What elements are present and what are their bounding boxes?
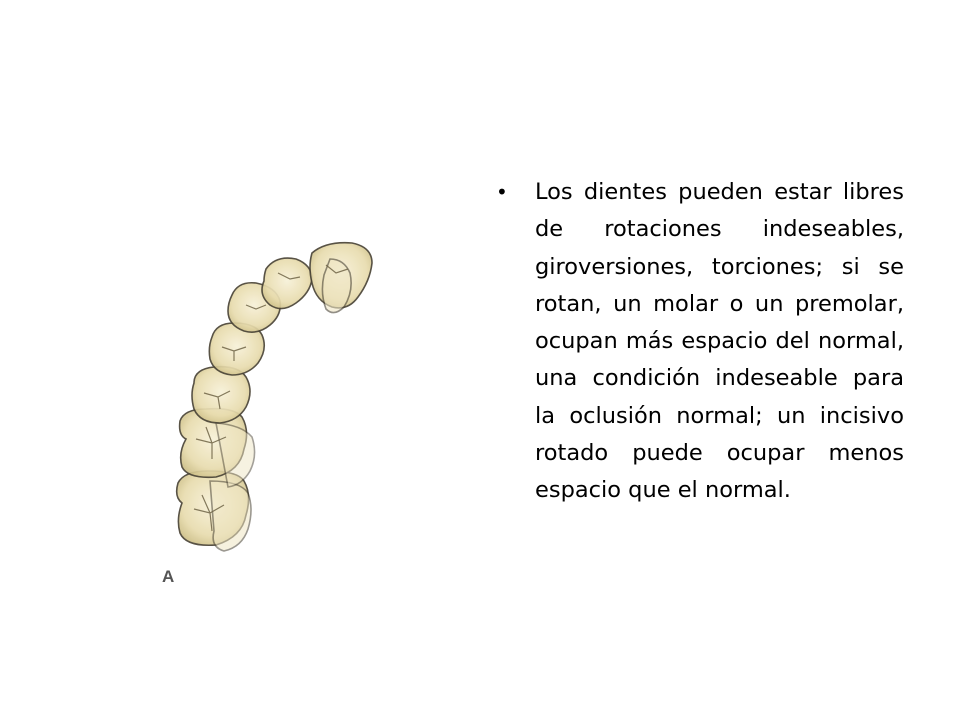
dental-arch-illustration-icon — [150, 225, 390, 605]
bullet-list — [496, 174, 904, 510]
tooth-lateral-incisor — [262, 258, 312, 308]
dental-arch-figure — [150, 225, 390, 605]
figure-label: A — [162, 567, 175, 586]
bullet-text: Los dientes pueden estar libres de rotaciones indeseables, giroversiones, torciones; si se rotan, un molar o un premolar, ocupan más espacio del normal, una condición indeseable para la oclusión normal; un incisivo rotado puede ocupar menos espacio que el normal. — [535, 179, 904, 504]
tooth-molar-1-shadow — [210, 481, 251, 551]
bullet-marker: • — [496, 180, 508, 204]
